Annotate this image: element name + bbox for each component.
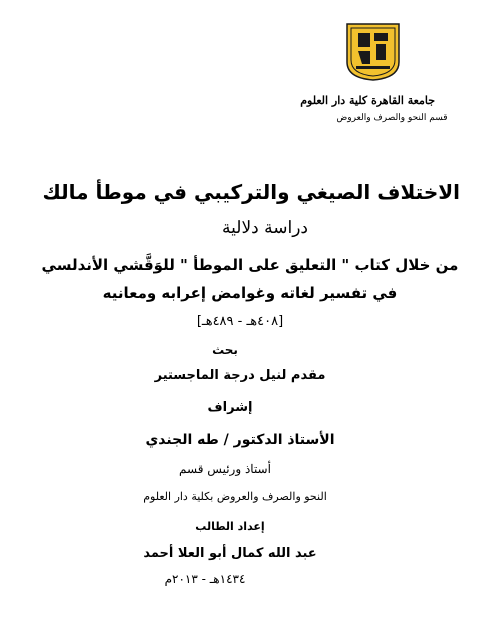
university-emblem-icon xyxy=(345,22,401,82)
college-label: كلية دار العلوم xyxy=(300,94,368,107)
book-reference-line2: في تفسير لغاته وغوامض إعرابه ومعانيه xyxy=(102,284,398,302)
prepared-by-label: إعداد الطالب xyxy=(195,520,265,533)
university-label: جامعة القاهرة xyxy=(370,94,435,107)
author-dates: [٤٠٨هـ - ٤٨٩هـ] xyxy=(196,314,284,329)
supervision-label: إشراف xyxy=(207,400,253,415)
supervisor-name: الأستاذ الدكتور / طه الجندي xyxy=(145,432,335,448)
supervisor-department: النحو والصرف والعروض بكلية دار العلوم xyxy=(143,490,327,503)
book-reference-line1: من خلال كتاب " التعليق على الموطأ " للوَقَّشي الأندلسي xyxy=(41,256,459,274)
cairo-university-logo xyxy=(345,22,401,82)
student-name: عبد الله كمال أبو العلا أحمد xyxy=(143,546,317,561)
degree-statement: مقدم لنيل درجة الماجستير xyxy=(154,368,326,383)
supervisor-rank: أستاذ ورئيس قسم xyxy=(179,462,271,476)
submission-year: ١٤٣٤هـ - ٢٠١٣م xyxy=(164,572,246,586)
research-label: بحث xyxy=(212,343,238,357)
university-name xyxy=(300,94,435,107)
thesis-subtitle: دراسة دلالية xyxy=(222,218,308,238)
thesis-title: الاختلاف الصيغي والتركيبي في موطأ مالك xyxy=(42,180,460,204)
department-header: قسم النحو والصرف والعروض xyxy=(336,113,448,123)
